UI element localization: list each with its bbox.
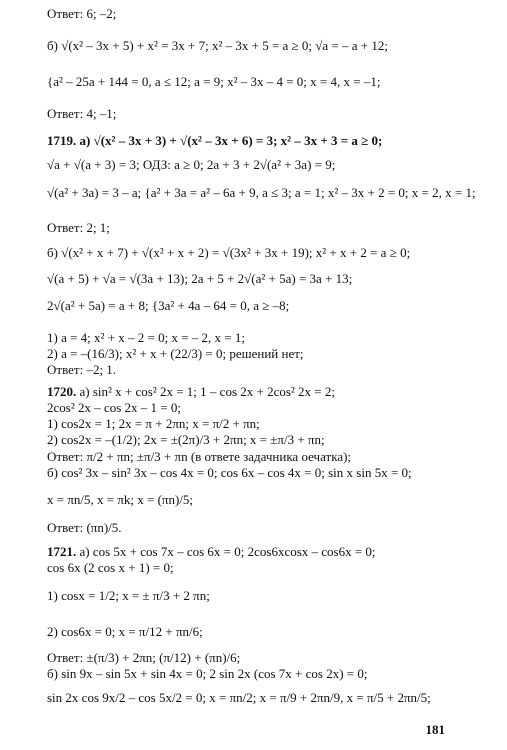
equation-line: б) √(x² + x + 7) + √(x² + x + 2) = √(3x² + 3x + 19); x² + x + 2 = a ≥ 0; xyxy=(47,245,411,260)
system-line: √(a² + 3a) = 3 – a; {a² + 3a = a² – 6a + 9, a ≤ 3; a = 1; x² – 3x + 2 = 0; x = 2, x = 1; xyxy=(47,185,476,200)
equation-line: б) cos² 3x – sin² 3x – cos 4x = 0; cos 6x – cos 4x = 0; sin x sin 5x = 0; xyxy=(47,465,412,480)
equation-line: √(a + 5) + √a = √(3a + 13); 2a + 5 + 2√(a² + 5a) = 3a + 13; xyxy=(47,271,353,286)
problem-number: 1721. xyxy=(47,544,77,559)
equation-line: x = πn/5, x = πk; x = (πn)/5; xyxy=(47,492,194,507)
equation-line: 2cos² 2x – cos 2x – 1 = 0; xyxy=(47,400,181,415)
case-line: 1) a = 4; x² + x – 2 = 0; x = – 2, x = 1; xyxy=(47,330,245,345)
answer-line: Ответ: 4; –1; xyxy=(47,106,117,121)
system-line: 2√(a² + 5a) = a + 8; {3a² + 4a – 64 = 0, a ≥ –8; xyxy=(47,298,290,313)
problem-number: 1720. xyxy=(47,384,77,399)
answer-line: Ответ: 2; 1; xyxy=(47,220,110,235)
answer-line: Ответ: ±(π/3) + 2πn; (π/12) + (πn)/6; xyxy=(47,650,241,665)
problem-1720-heading: 1720. а) sin² x + cos² 2x = 1; 1 – cos 2x + 2cos² 2x = 2; xyxy=(47,384,335,399)
answer-line: Ответ: –2; 1. xyxy=(47,362,117,377)
case-line: 2) cos6x = 0; x = π/12 + πn/6; xyxy=(47,624,203,639)
answer-line: Ответ: 6; –2; xyxy=(47,6,117,21)
problem-1721-heading: 1721. а) cos 5x + cos 7x – cos 6x = 0; 2cos6xcosx – cos6x = 0; xyxy=(47,544,376,559)
case-line: 1) cosx = 1/2; x = ± π/3 + 2 πn; xyxy=(47,588,210,603)
problem-1719-heading: 1719. а) √(x² – 3x + 3) + √(x² – 3x + 6) = 3; x² – 3x + 3 = a ≥ 0; xyxy=(47,133,383,148)
answer-line: Ответ: π/2 + πn; ±π/3 + πn (в ответе задачника оечатка); xyxy=(47,449,352,464)
equation-line: cos 6x (2 cos x + 1) = 0; xyxy=(47,560,174,575)
case-line: 2) a = –(16/3); x² + x + (22/3) = 0; решений нет; xyxy=(47,346,304,361)
equation-line: sin 2x cos 9x/2 – cos 5x/2 = 0; x = πn/2; x = π/9 + 2πn/9, x = π/5 + 2πn/5; xyxy=(47,690,431,705)
case-line: 2) cos2x = –(1/2); 2x = ±(2π)/3 + 2πn; x = ±π/3 + πn; xyxy=(47,432,325,447)
problem-number: 1719. xyxy=(47,133,77,148)
equation-line: √a + √(a + 3) = 3; ОДЗ: a ≥ 0; 2a + 3 + 2√(a² + 3a) = 9; xyxy=(47,157,336,172)
system-line: {a² – 25a + 144 = 0, a ≤ 12; a = 9; x² – 3x – 4 = 0; x = 4, x = –1; xyxy=(47,74,381,89)
page-number: 181 xyxy=(425,722,445,737)
equation-line: б) √(x² – 3x + 5) + x² = 3x + 7; x² – 3x + 5 = a ≥ 0; √a = – a + 12; xyxy=(47,38,388,53)
equation-line: б) sin 9x – sin 5x + sin 4x = 0; 2 sin 2x (cos 7x + cos 2x) = 0; xyxy=(47,666,368,681)
case-line: 1) cos2x = 1; 2x = π + 2πn; x = π/2 + πn; xyxy=(47,416,260,431)
answer-line: Ответ: (πn)/5. xyxy=(47,520,122,535)
